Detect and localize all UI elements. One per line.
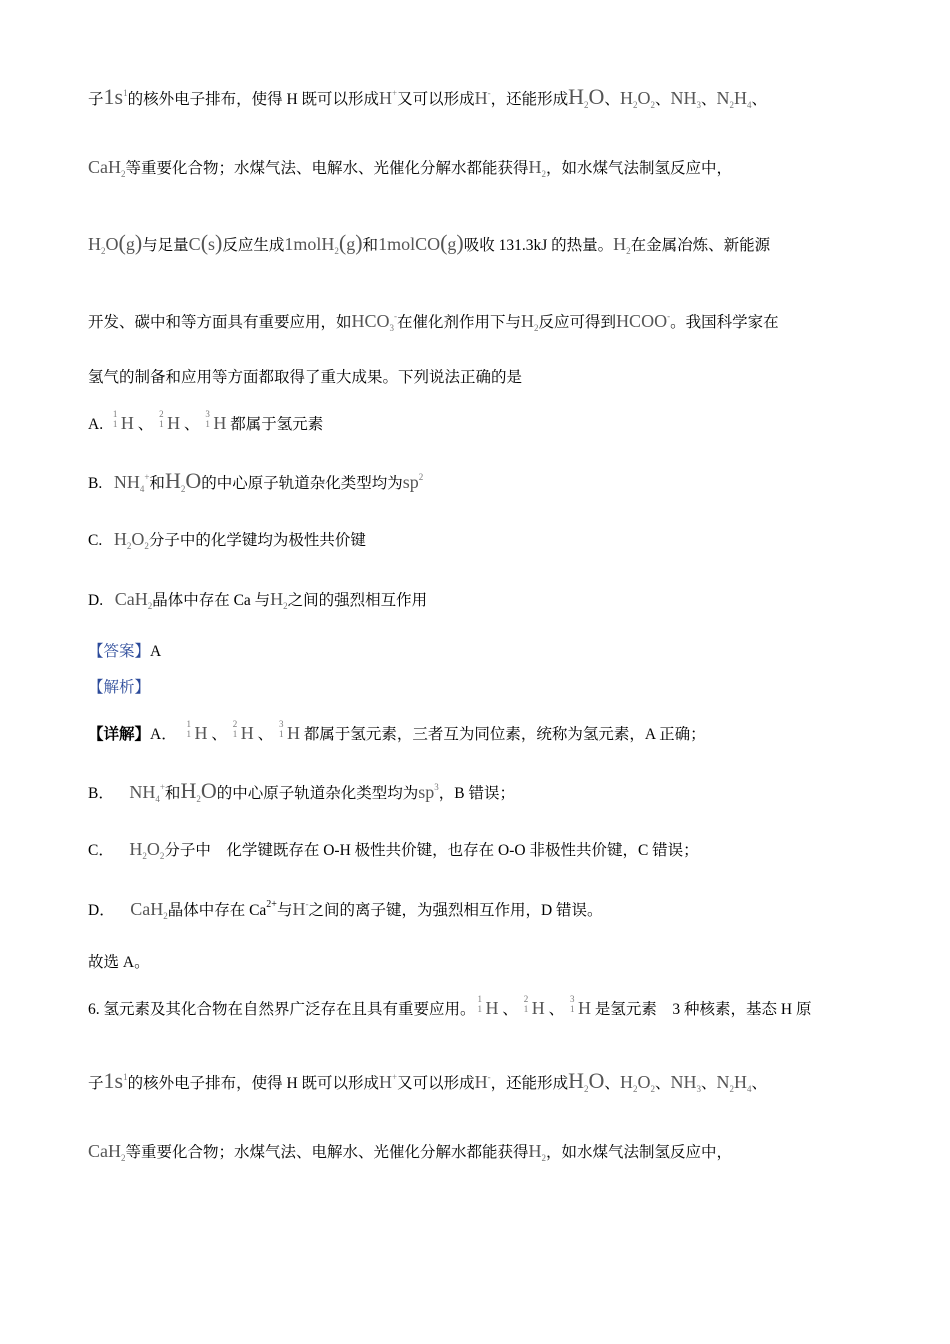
- formula-h2: $H_2$: [521, 311, 539, 333]
- formula-cah2: CaH$_2$: [130, 899, 168, 921]
- intro-line-4: 开发、碳中和等方面具有重要应用，如$HCO_3^-$在催化剂作用下与$H_2$反应可得到HCOO-。我国科学家在: [88, 311, 779, 333]
- analysis-tag: 【解析】: [88, 679, 151, 696]
- option-b: B. $NH_4^+$和$H_2O$的中心原子轨道杂化类型均为$sp^2$: [88, 468, 424, 494]
- formula-h-minus: H-: [292, 899, 309, 919]
- answer-tag: 【答案】: [88, 643, 151, 660]
- formula-cah2: CaH$_2$: [114, 589, 153, 611]
- detail-d: D． CaH$_2$晶体中存在 $Ca^{2+}$与H-之间的离子键，为强烈相互作用，D 错误。: [88, 899, 603, 921]
- intro-line-3: $H_2O(g)$与足量C(s)反应生成1molH$_2$(g)和1molCO(g)吸收 131.3kJ 的热量。$H_2$在金属冶炼、新能源: [88, 230, 771, 256]
- detail-c: C． $H_2O_2$分子中 化学键既存在 O-H 极性共价键，也存在 O-O 非极性共价键，C 错误；: [88, 839, 699, 861]
- formula-h-plus: H+: [379, 1072, 398, 1092]
- formula-cah2: CaH$_2$: [88, 157, 126, 179]
- conclusion: 故选 A。: [88, 954, 150, 971]
- formula-h-minus: H-: [474, 88, 491, 108]
- formula-n2h4: $N_2H_4$: [716, 88, 752, 110]
- isotope-h3: 3 1 H: [279, 719, 300, 743]
- formula-h2: $H_2$: [528, 157, 547, 179]
- formula-sp2: $sp^2$: [402, 472, 424, 492]
- formula-h2o2: $H_2O_2$: [619, 1072, 655, 1094]
- isotope-h3: 3 1 H: [570, 994, 592, 1018]
- formula-h2o: $H_2O$: [568, 84, 605, 110]
- formula-1s1: $1s^1$: [103, 1068, 128, 1093]
- text: 又可以形成: [397, 91, 475, 108]
- formula-nh3: $NH_3$: [670, 88, 701, 110]
- option-c: C. $H_2O_2$分子中的化学键均为极性共价键: [88, 529, 366, 551]
- detail-b: B． $NH_4^+$和$H_2O$的中心原子轨道杂化类型均为$sp^3$，B 错误；: [88, 778, 515, 804]
- formula-nh4-plus: $NH_4^+$: [113, 472, 150, 494]
- formula-h-plus: H+: [379, 88, 398, 108]
- formula-h2: $H_2$: [613, 234, 631, 256]
- formula-h2o: $H_2O$: [568, 1068, 605, 1094]
- formula-1mol-h2-g: 1molH$_2$(g): [284, 230, 363, 256]
- option-d: D. CaH$_2$晶体中存在 Ca 与$H_2$之间的强烈相互作用: [88, 589, 428, 611]
- intro-line-5: 氢气的制备和应用等方面都取得了重大成果。下列说法正确的是: [88, 369, 523, 386]
- answer-line: [88, 644, 161, 660]
- formula-h2: $H_2$: [528, 1141, 547, 1163]
- isotope-h1: 1 1 H: [477, 994, 499, 1018]
- formula-hco3-minus: $HCO_3^-$: [351, 311, 398, 333]
- q6-line-3: CaH$_2$等重要化合物；水煤气法、电解水、光催化分解水都能获得$H_2$，如水煤气法制氢反应中，: [88, 1141, 733, 1163]
- formula-h2o2: $H_2O_2$: [113, 529, 149, 551]
- analysis-line: [88, 680, 150, 696]
- formula-n2h4: $N_2H_4$: [716, 1072, 752, 1094]
- isotope-h1: 1 1 H: [112, 409, 134, 433]
- formula-h2o-g: $H_2O(g)$: [88, 230, 143, 256]
- formula-1mol-co-g: 1molCO(g): [378, 230, 464, 255]
- isotope-h2: 2 1 H: [159, 409, 181, 433]
- isotope-h2: 2 1 H: [232, 719, 254, 743]
- isotope-h2: 2 1 H: [523, 994, 545, 1018]
- formula-h2o2: $H_2O_2$: [619, 88, 655, 110]
- detail-tag: 【详解】: [88, 726, 151, 743]
- option-a: A. 1 1 H 、 2 1 H 、 3 1 H 都属于氢元素: [88, 409, 324, 433]
- intro-line-1: 子$1s^1$的核外电子排布，使得 H 既可以形成H+又可以形成H-，还能形成$H_2O$、$H_2O_2$、$NH_3$、$N_2H_4$、: [88, 84, 767, 110]
- formula-h2o: $H_2O$: [180, 778, 217, 804]
- isotope-h3: 3 1 H: [205, 409, 227, 433]
- formula-nh4-plus: $NH_4^+$: [129, 782, 165, 804]
- formula-h2o: $H_2O$: [164, 468, 202, 494]
- formula-nh3: $NH_3$: [670, 1072, 701, 1094]
- detail-a: 【详解】A． 1 1 H 、 2 1 H 、 3 1 H 都属于氢元素，三者互为同位素，统称为氢元素，A 正确；: [88, 719, 706, 743]
- formula-sp3: $sp^3$: [418, 782, 439, 802]
- text: 的核外电子排布，使得 H 既可以形成: [127, 91, 380, 108]
- q6-line-2: 子$1s^1$的核外电子排布，使得 H 既可以形成H+又可以形成H-，还能形成$H_2O$、$H_2O_2$、$NH_3$、$N_2H_4$、: [88, 1068, 767, 1094]
- text: 子: [88, 91, 104, 108]
- formula-h2: $H_2$: [270, 589, 288, 611]
- intro-line-2: CaH$_2$等重要化合物；水煤气法、电解水、光催化分解水都能获得$H_2$，如水煤气法制氢反应中，: [88, 157, 733, 179]
- isotope-h1: 1 1 H: [186, 719, 208, 743]
- answer-value: A: [150, 643, 162, 660]
- formula-c-s: C(s): [188, 230, 223, 255]
- formula-1s1: $1s^1$: [103, 84, 128, 109]
- formula-h-minus: H-: [474, 1072, 491, 1092]
- formula-hcoo-minus: HCOO-: [616, 311, 671, 331]
- formula-cah2: CaH$_2$: [88, 1141, 126, 1163]
- formula-h2o2: $H_2O_2$: [129, 839, 165, 861]
- text: ，还能形成: [490, 91, 569, 108]
- q6-line-1: 6. 氢元素及其化合物在自然界广泛存在且具有重要应用。 1 1 H 、 2 1 H 、 3 1 H 是氢元素 3 种核素，基态 H 原: [88, 994, 812, 1018]
